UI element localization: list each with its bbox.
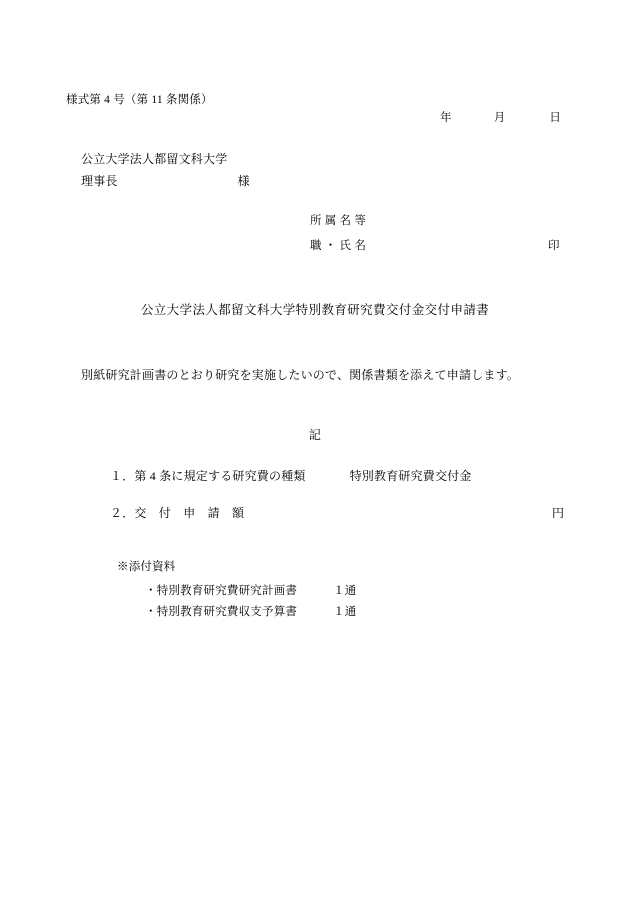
item-2-value: 円: [552, 506, 565, 520]
attachment-1-count: １通: [333, 585, 357, 597]
attachment-2-count: １通: [333, 606, 357, 618]
attachment-item: [145, 585, 357, 599]
item-1-value: 特別教育研究費交付金: [349, 469, 472, 483]
date-year-label: 年: [440, 112, 452, 124]
date-line: [440, 112, 561, 126]
form-number: 様式第 4 号（第 11 条関係）: [66, 94, 213, 106]
date-day-label: 日: [549, 112, 562, 124]
addressee-position-row: [81, 174, 250, 188]
seal-label: 印: [548, 240, 560, 252]
document-title: 公立大学法人都留文科大学特別教育研究費交付金交付申請書: [140, 303, 490, 317]
item-1-number: １．: [110, 469, 135, 483]
applicant-affiliation-label: 所 属 名 等: [310, 215, 367, 227]
item-1-label: 第 4 条に規定する研究費の種類: [134, 469, 306, 483]
addressee-organization: 公立大学法人都留文科大学: [81, 152, 228, 166]
item-2: [110, 506, 244, 520]
item-1: [110, 469, 472, 483]
attachment-2-label: ・特別教育研究費収支予算書: [145, 606, 298, 618]
item-2-label: 交 付 申 請 額: [134, 506, 245, 520]
attachment-item: [145, 606, 357, 620]
attachment-1-label: ・特別教育研究費研究計画書: [145, 585, 298, 597]
addressee-position: 理事長: [81, 174, 118, 188]
ki-mark: 記: [308, 428, 322, 442]
applicant-name-label: 職 ・ 氏 名: [310, 240, 367, 252]
date-month-label: 月: [493, 112, 506, 124]
addressee-honorific: 様: [237, 174, 250, 188]
attachments-heading: ※添付資料: [117, 561, 176, 573]
item-2-number: ２．: [110, 506, 135, 520]
body-paragraph: 別紙研究計画書のとおり研究を実施したいので、関係書類を添えて申請します。: [81, 368, 520, 382]
